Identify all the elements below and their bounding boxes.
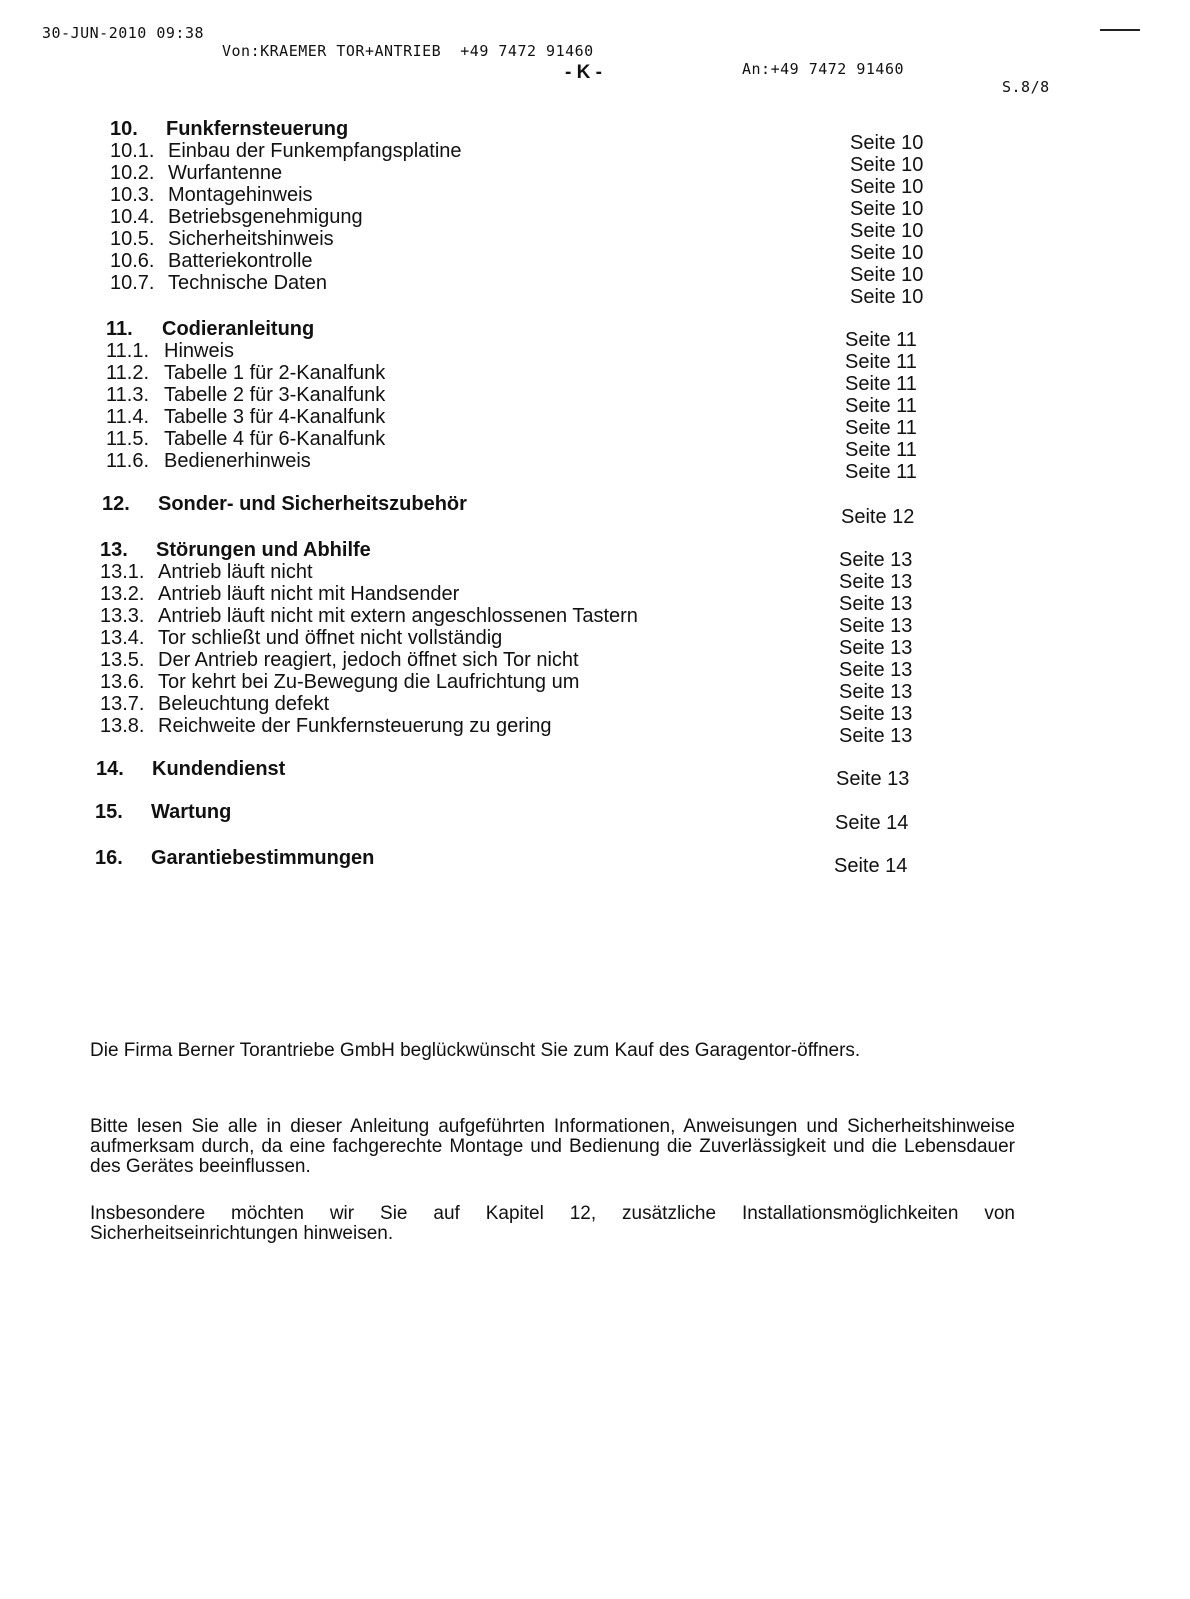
toc-heading [106,318,385,340]
toc-entry [100,561,638,583]
toc-page: Seite 13 [839,549,913,571]
toc-label: Tor schließt und öffnet nicht vollständig [158,627,503,649]
toc-section [102,493,467,515]
toc-entry [100,605,638,627]
toc-number: 11.4. [106,406,149,428]
toc-number: 10.7. [110,272,155,294]
toc-page: Seite 10 [850,242,924,264]
toc-label: Technische Daten [168,272,327,294]
toc-label: Tabelle 2 für 3-Kanalfunk [164,384,386,406]
toc-page-column [841,506,914,528]
toc-entry [106,406,385,428]
toc-heading [102,493,467,515]
toc-entry [100,583,638,605]
toc-number: 13.8. [100,715,145,737]
toc-section [100,539,638,737]
toc-number: 14. [96,758,124,780]
toc-number: 11.3. [106,384,149,406]
toc-number: 11.2. [106,362,149,384]
toc-entry [100,671,638,693]
toc-page: Seite 13 [839,615,913,637]
fax-datetime: 30-JUN-2010 09:38 [42,24,205,42]
toc-entry [100,649,638,671]
toc-page-column [835,812,908,834]
toc-page: Seite 11 [845,351,917,373]
toc-page: Seite 10 [850,220,924,242]
toc-number: 16. [95,847,123,869]
toc-page: Seite 14 [834,855,908,877]
toc-page: Seite 13 [839,659,913,681]
toc-page: Seite 10 [850,264,924,286]
fax-header [42,6,1050,96]
toc-label: Wurfantenne [168,162,283,184]
toc-entry [100,715,638,737]
toc-number: 10.5. [110,228,155,250]
toc-entry [110,184,462,206]
toc-label: Antrieb läuft nicht mit Handsender [158,583,460,605]
toc-title: Sonder- und Sicherheitszubehör [158,493,467,515]
toc-label: Einbau der Funkempfangsplatine [168,140,462,162]
toc-number: 10.4. [110,206,155,228]
toc-label: Der Antrieb reagiert, jedoch öffnet sich Tor nicht [158,649,579,671]
toc-page: Seite 12 [841,506,915,528]
toc-label: Beleuchtung defekt [158,693,330,715]
toc-entry [100,693,638,715]
toc-number: 10.1. [110,140,155,162]
toc-page: Seite 11 [845,373,917,395]
toc-number: 10.6. [110,250,155,272]
toc-page: Seite 13 [839,681,913,703]
toc-label: Tor kehrt bei Zu-Bewegung die Laufrichtung um [158,671,580,693]
toc-label: Antrieb läuft nicht [158,561,313,583]
scan-mark [1100,29,1140,31]
toc-page: Seite 10 [850,154,924,176]
toc-number: 13.4. [100,627,145,649]
toc-label: Tabelle 3 für 4-Kanalfunk [164,406,386,428]
toc-entry [110,250,462,272]
toc-page: Seite 11 [845,329,917,351]
toc-page: Seite 14 [835,812,909,834]
toc-page: Seite 13 [839,571,913,593]
toc-page-column [850,132,923,308]
toc-page: Seite 10 [850,132,924,154]
toc-page-column [839,549,912,747]
toc-label: Tabelle 4 für 6-Kanalfunk [164,428,386,450]
toc-number: 11.5. [106,428,149,450]
toc-heading [110,118,462,140]
toc-number: 13.2. [100,583,145,605]
toc-title: Wartung [151,801,232,823]
toc-page: Seite 11 [845,439,917,461]
toc-section [95,801,231,823]
toc-number: 13.6. [100,671,145,693]
toc-label: Antrieb läuft nicht mit extern angeschlossenen Tastern [158,605,638,627]
toc-title: Garantiebestimmungen [151,847,375,869]
toc-label: Reichweite der Funkfernsteuerung zu gering [158,715,552,737]
paragraph-safety: Insbesondere möchten wir Sie auf Kapitel 12, zusätzliche Installationsmöglichkeiten von Sicherheitseinrichtungen hinweisen. [90,1203,1015,1244]
paragraph-instructions: Bitte lesen Sie alle in dieser Anleitung aufgeführten Informationen, Anweisungen und Sicherheitshinweise aufmerksam durch, da eine fachgerechte Montage und Bedienung die Zuverlässigkeit und die Lebensdauer des Gerätes beeinflussen. [90,1116,1015,1177]
toc-entry [110,140,462,162]
toc-entry [110,272,462,294]
toc-number: 13. [100,539,128,561]
toc-label: Bedienerhinweis [164,450,311,472]
toc-number: 13.3. [100,605,145,627]
toc-section [110,118,462,294]
toc-title: Funkfernsteuerung [166,118,349,140]
toc-page: Seite 13 [839,593,913,615]
toc-page: Seite 13 [836,768,910,790]
toc-entry [106,362,385,384]
fax-to: An:+49 7472 91460 [742,60,905,78]
fax-page: S.8/8 [1002,78,1050,96]
toc-page-column [836,768,909,790]
toc-page-column [845,329,917,483]
toc-entry [110,206,462,228]
toc-number: 15. [95,801,123,823]
toc-title: Störungen und Abhilfe [156,539,371,561]
toc-heading [95,801,231,823]
toc-entry [106,428,385,450]
toc-page: Seite 11 [845,461,917,483]
toc-page: Seite 13 [839,637,913,659]
toc-title: Codieranleitung [162,318,315,340]
toc-label: Betriebsgenehmigung [168,206,363,228]
toc-label: Sicherheitshinweis [168,228,334,250]
toc-heading [100,539,638,561]
toc-number: 11.6. [106,450,149,472]
page-mark: - K - [565,62,602,83]
toc-entry [110,162,462,184]
toc-entry [106,340,385,362]
toc-label: Montagehinweis [168,184,313,206]
toc-number: 10. [110,118,138,140]
toc-entry [106,384,385,406]
paragraph-intro: Die Firma Berner Torantriebe GmbH beglückwünscht Sie zum Kauf des Garagentor-öffners. [90,1040,861,1061]
toc-section [96,758,285,780]
toc-label: Batteriekontrolle [168,250,313,272]
toc-label: Tabelle 1 für 2-Kanalfunk [164,362,386,384]
toc-entry [100,627,638,649]
toc-page: Seite 13 [839,725,913,747]
toc-number: 13.7. [100,693,145,715]
toc-page: Seite 11 [845,395,917,417]
toc-number: 13.1. [100,561,145,583]
toc-entry [110,228,462,250]
toc-page: Seite 11 [845,417,917,439]
fax-from: Von:KRAEMER TOR+ANTRIEB +49 7472 91460 [222,42,594,60]
toc-number: 10.3. [110,184,155,206]
toc-section [95,847,374,869]
toc-number: 11. [106,318,133,340]
toc-title: Kundendienst [152,758,286,780]
toc-number: 11.1. [106,340,149,362]
toc-page: Seite 10 [850,286,924,308]
toc-section [106,318,385,472]
toc-number: 12. [102,493,130,515]
toc-label: Hinweis [164,340,235,362]
toc-number: 10.2. [110,162,155,184]
toc-page: Seite 10 [850,198,924,220]
toc-entry [106,450,385,472]
toc-heading [95,847,374,869]
toc-number: 13.5. [100,649,145,671]
toc-page: Seite 13 [839,703,913,725]
toc-page: Seite 10 [850,176,924,198]
toc-heading [96,758,285,780]
toc-page-column [834,855,907,877]
